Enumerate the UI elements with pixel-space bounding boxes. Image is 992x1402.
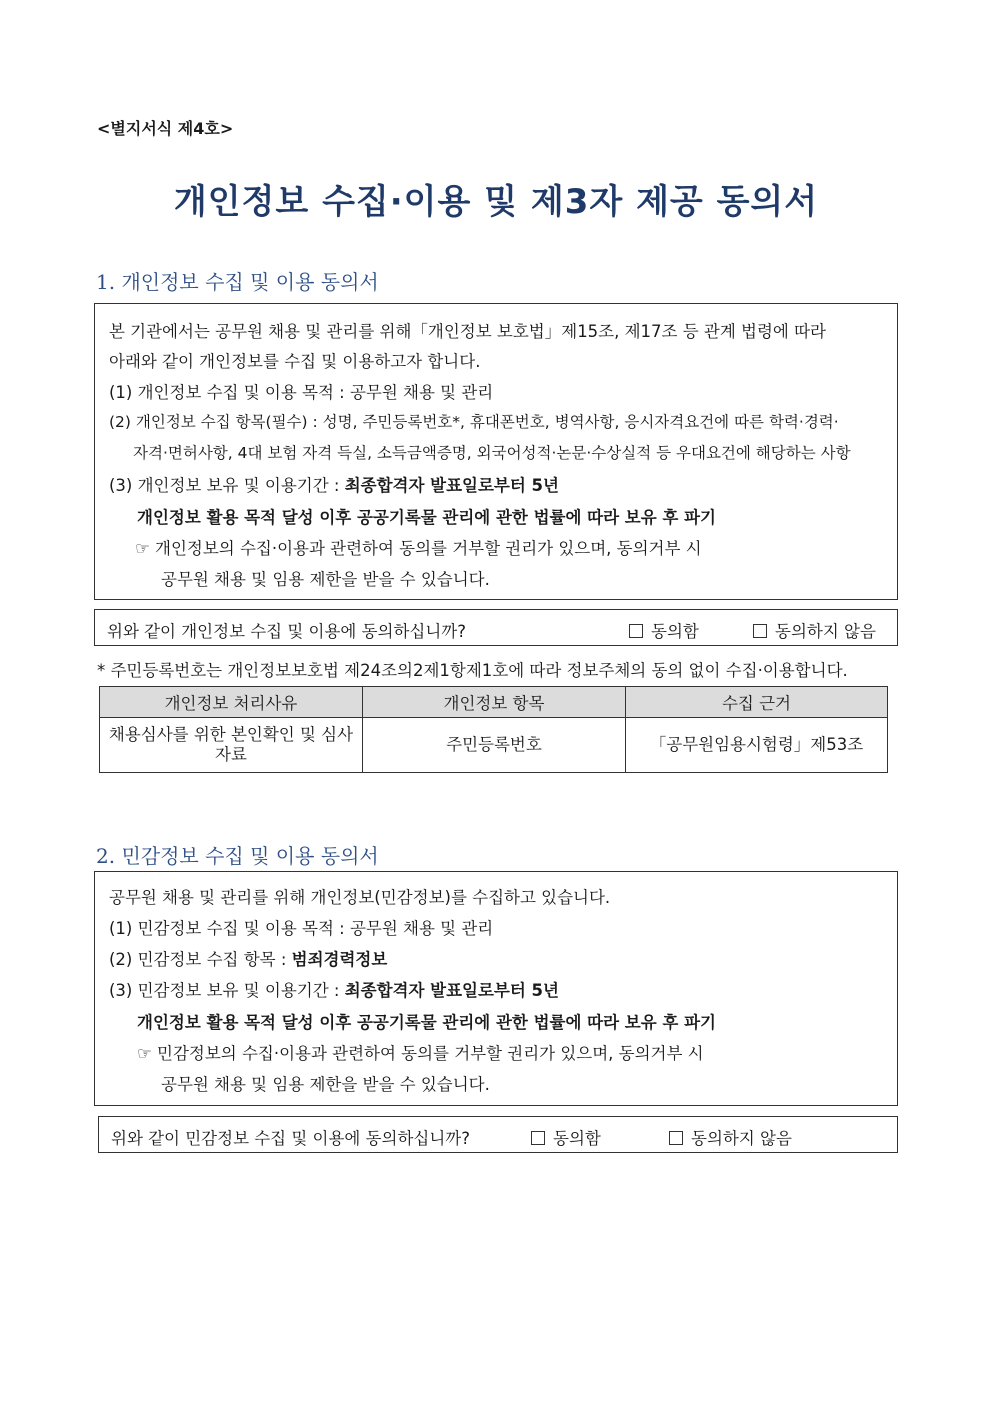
section2-agree-label: 동의함 [553, 1129, 601, 1148]
section2-item2-value: 범죄경력정보 [291, 950, 388, 969]
section2-disagree-checkbox[interactable] [669, 1125, 792, 1149]
section2-item1: (1) 민감정보 수집 및 이용 목적 : 공무원 채용 및 관리 [109, 919, 494, 938]
section1-item2-line1: (2) 개인정보 수집 항목(필수) : 성명, 주민등록번호*, 휴대폰번호, 병역사항, 응시자격요건에 따른 학력·경력· [109, 413, 839, 431]
page-title: 개인정보 수집·이용 및 제3자 제공 동의서 [173, 182, 819, 222]
section1-item3 [109, 472, 559, 496]
section2-notice-line2: 공무원 채용 및 임용 제한을 받을 수 있습니다. [161, 1075, 490, 1094]
footnote: * 주민등록번호는 개인정보보호법 제24조의2제1항제1호에 따라 정보주체의 동의 없이 수집·이용합니다. [97, 661, 848, 680]
section1-notice-line1: ☞ 개인정보의 수집·이용과 관련하여 동의를 거부할 권리가 있으며, 동의거부 시 [135, 539, 702, 558]
section1-item1: (1) 개인정보 수집 및 이용 목적 : 공무원 채용 및 관리 [109, 383, 494, 402]
table-header: 개인정보 항목 [363, 687, 626, 718]
section2-notice-line1: ☞ 민감정보의 수집·이용과 관련하여 동의를 거부할 권리가 있으며, 동의거부 시 [137, 1044, 704, 1063]
section1-item2-line2: 자격·면허사항, 4대 보험 자격 득실, 소득금액증명, 외국어성적·논문·수상실적 등 우대요건에 해당하는 사항 [133, 444, 851, 462]
section1-disagree-checkbox[interactable] [753, 618, 876, 642]
section1-agree-label: 동의함 [651, 622, 699, 641]
processing-table [99, 686, 888, 773]
section2-consent-box [98, 1116, 898, 1153]
table-header: 개인정보 처리사유 [100, 687, 363, 718]
table-cell: 주민등록번호 [363, 718, 626, 773]
section1-notice-line2: 공무원 채용 및 임용 제한을 받을 수 있습니다. [161, 570, 490, 589]
section1-item3-value: 최종합격자 발표일로부터 5년 [344, 476, 559, 495]
section1-consent-question: 위와 같이 개인정보 수집 및 이용에 동의하십니까? [107, 622, 467, 641]
section2-item2 [109, 946, 387, 970]
section2-agree-checkbox[interactable] [531, 1125, 601, 1149]
checkbox-icon [531, 1131, 545, 1145]
section2-item2-label: (2) 민감정보 수집 항목 : [109, 950, 292, 969]
table-cell: 채용심사를 위한 본인확인 및 심사자료 [100, 718, 363, 773]
section2-consent-question: 위와 같이 민감정보 수집 및 이용에 동의하십니까? [111, 1129, 471, 1148]
section1-content-box [94, 303, 898, 600]
section2-item3 [109, 977, 559, 1001]
table-cell: 「공무원임용시험령」제53조 [626, 718, 888, 773]
table-header-row [100, 687, 888, 718]
section2-heading: 2. 민감정보 수집 및 이용 동의서 [96, 844, 379, 868]
form-number: <별지서식 제4호> [97, 119, 234, 138]
section2-item3-value: 최종합격자 발표일로부터 5년 [344, 981, 559, 1000]
section1-item3-label: (3) 개인정보 보유 및 이용기간 : [109, 476, 345, 495]
table-header: 수집 근거 [626, 687, 888, 718]
table-row [100, 718, 888, 773]
section2-content-box [94, 871, 898, 1106]
section1-item3-detail: 개인정보 활용 목적 달성 이후 공공기록물 관리에 관한 법률에 따라 보유 후 파기 [137, 508, 716, 527]
section2-item3-detail: 개인정보 활용 목적 달성 이후 공공기록물 관리에 관한 법률에 따라 보유 후 파기 [137, 1013, 716, 1032]
section1-agree-checkbox[interactable] [629, 618, 699, 642]
section1-intro-line1: 본 기관에서는 공무원 채용 및 관리를 위해「개인정보 보호법」제15조, 제17조 등 관계 법령에 따라 [109, 322, 826, 341]
section1-intro-line2: 아래와 같이 개인정보를 수집 및 이용하고자 합니다. [109, 352, 481, 371]
section1-disagree-label: 동의하지 않음 [775, 622, 876, 641]
checkbox-icon [669, 1131, 683, 1145]
checkbox-icon [629, 624, 643, 638]
section2-disagree-label: 동의하지 않음 [691, 1129, 792, 1148]
section2-intro: 공무원 채용 및 관리를 위해 개인정보(민감정보)를 수집하고 있습니다. [109, 888, 611, 907]
section1-consent-box [94, 609, 898, 646]
checkbox-icon [753, 624, 767, 638]
section2-item3-label: (3) 민감정보 보유 및 이용기간 : [109, 981, 345, 1000]
section1-heading: 1. 개인정보 수집 및 이용 동의서 [96, 270, 379, 294]
